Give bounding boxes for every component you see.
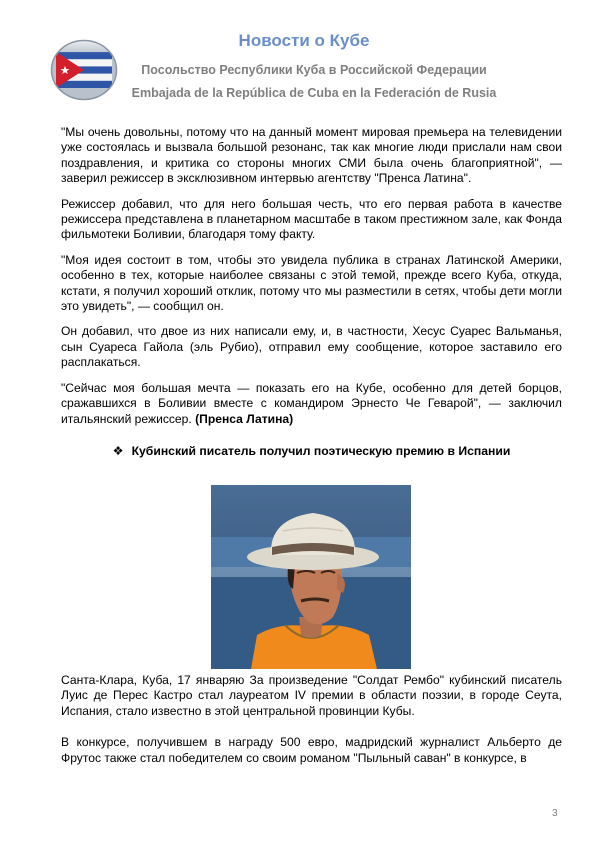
article-body [61,125,562,776]
paragraph: Он добавил, что двое из них написали ему, и, в частности, Хесус Суарес Вальманья, сын Суареса Гайола (эль Рубио), отправил ему сообщение, которое заставило его расплакаться. [61,324,562,370]
writer-portrait-image [211,485,411,669]
article-heading [61,444,562,458]
heading-text: Кубинский писатель получил поэтическую премию в Испании [131,443,511,458]
source-credit: (Пренса Латина) [195,411,294,426]
paragraph-text: "Сейчас моя большая мечта — показать его на Кубе, особенно для детей борцов, сражавшихся в Боливии вместе с командиром Эрнесто Че Геварой", — заключил итальянский режиссер. [61,380,562,426]
paragraph: В конкурсе, получившем в награду 500 евро, мадридский журналист Альберто де Фрутос также стал победителем со своим романом "Пыльный саван" в конкурсе, в [61,735,562,765]
writer-photo [211,485,411,669]
embassy-name-ru: Посольство Республики Куба в Российской Федерации [141,63,487,77]
paragraph: "Моя идея состоит в том, чтобы это увидела публика в странах Латинской Америки, особенно в тех, которые наиболее связаны с этой темой, прежде всего Куба, откуда, кстати, я получил хороший отклик, потому что мы разместили в сетях, чтобы дети могли это увидеть", — сообщил он. [61,252,562,314]
page-number: 3 [552,808,558,819]
paragraph: Санта-Клара, Куба, 17 январяю За произведение "Солдат Рембо" кубинский писатель Луис де Перес Кастро стал лауреатом IV премии в области поэзии, в городе Сеута, Испания, стало известно в этой центральной провинции Кубы. [61,672,562,718]
paragraph: "Мы очень довольны, потому что на данный момент мировая премьера на телевидении уже состоялась и вызвала большой резонанс, так как многие люди прислали нам свои поздравления, и критика со стороны многих СМИ была очень благоприятной", — заверил режиссер в эксклюзивном интервью агентству "Пренса Латина". [61,125,562,186]
diamond-bullet-icon: ❖ [112,443,124,458]
embassy-name-es: Embajada de la República de Cuba en la Federación de Rusia [131,86,497,100]
paragraph: Режиссер добавил, что для него большая честь, что его первая работа в качестве режиссера представлена в планетарном масштабе в таком престижном зале, как Фонда фильмотеки Боливии, благодаря тому факту. [61,196,562,242]
paragraph [61,381,562,427]
newsletter-title: Новости о Кубе [238,31,370,50]
